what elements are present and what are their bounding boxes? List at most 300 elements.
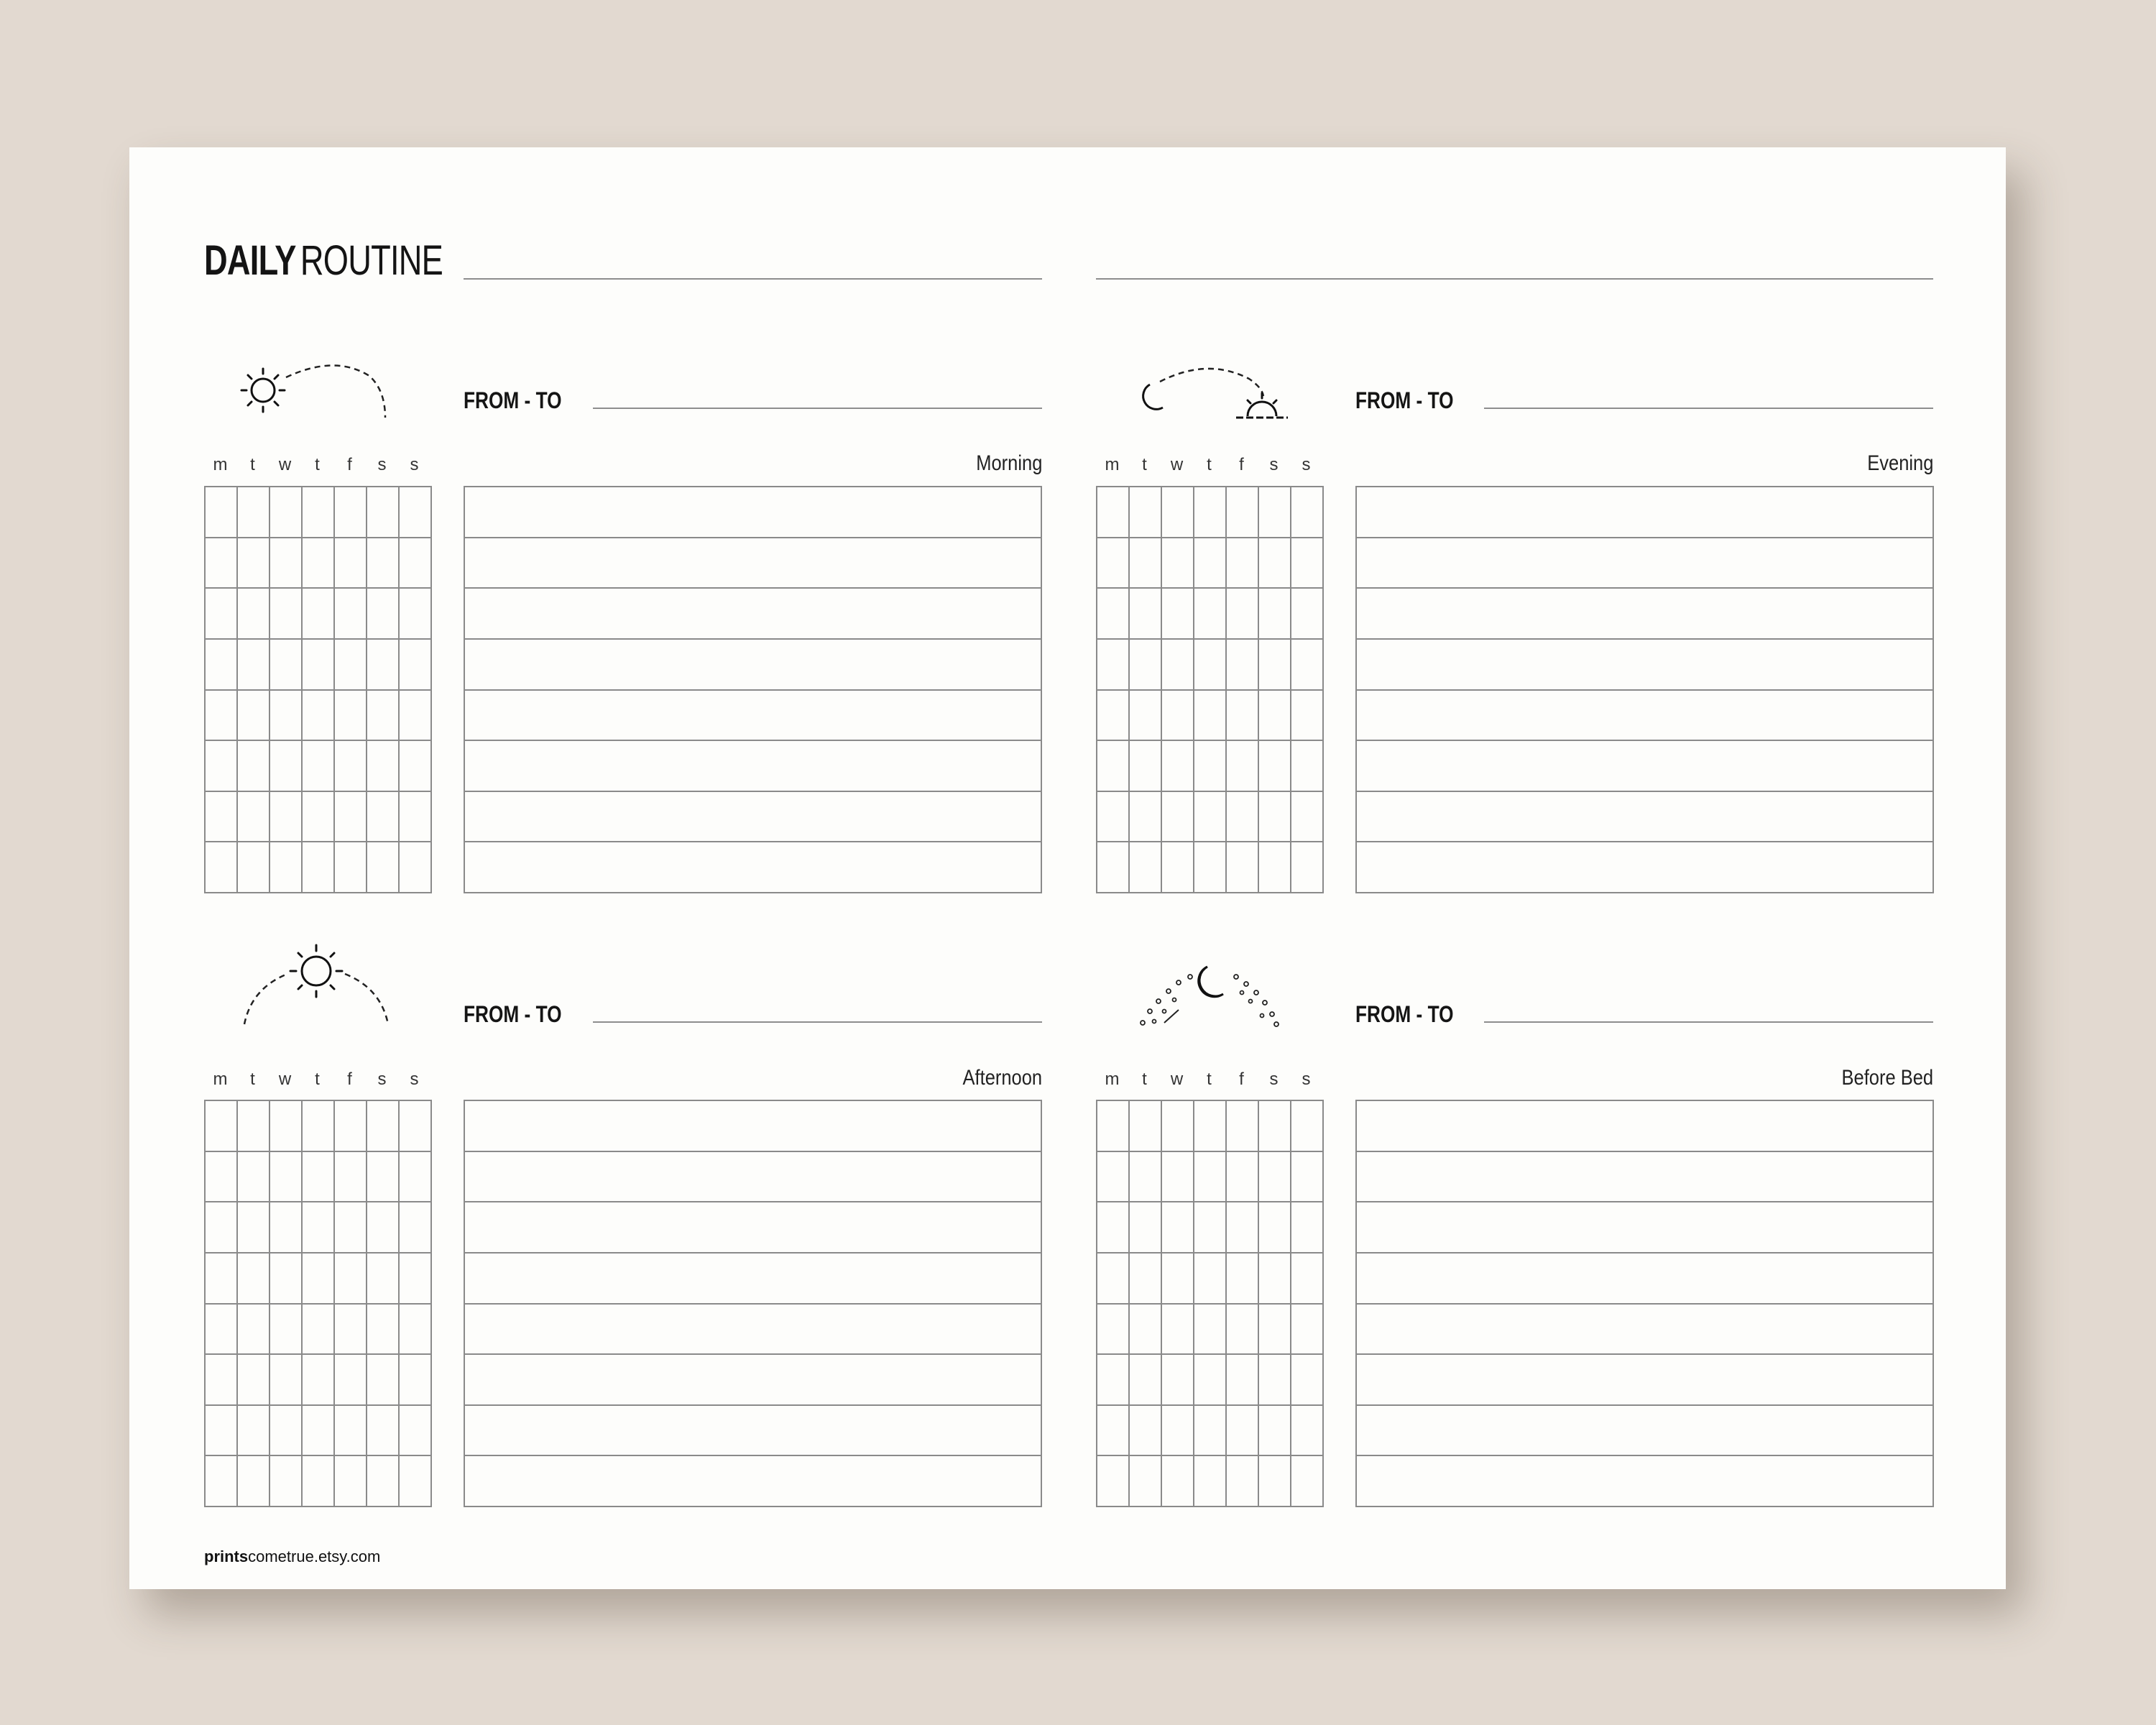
tracker-cell[interactable] xyxy=(1291,487,1324,538)
tracker-cell[interactable] xyxy=(335,640,367,691)
tracker-cell[interactable] xyxy=(1162,1101,1194,1152)
tracker-cell[interactable] xyxy=(303,1355,335,1406)
tracker-cell[interactable] xyxy=(335,1152,367,1203)
day-letter: t xyxy=(250,455,255,474)
tracker-cell[interactable] xyxy=(1259,792,1291,843)
from-to-label: FROM - TO xyxy=(464,1001,562,1027)
tracker-cell[interactable] xyxy=(367,1456,400,1507)
tracker-cell[interactable] xyxy=(1194,1355,1227,1406)
tracker-cell[interactable] xyxy=(206,1456,238,1507)
tracker-cell[interactable] xyxy=(1194,640,1227,691)
habit-tracker-grid[interactable] xyxy=(204,1100,432,1507)
tracker-cell[interactable] xyxy=(270,589,303,640)
tracker-cell[interactable] xyxy=(1259,1254,1291,1305)
tracker-cell[interactable] xyxy=(1194,1254,1227,1305)
tracker-cell[interactable] xyxy=(1194,487,1227,538)
tracker-cell[interactable] xyxy=(1162,1355,1194,1406)
tracker-cell[interactable] xyxy=(1162,842,1194,893)
footer-brand-bold: prints xyxy=(204,1547,249,1565)
tracker-cell[interactable] xyxy=(1227,1152,1259,1203)
tracker-cell[interactable] xyxy=(1097,792,1130,843)
task-line[interactable] xyxy=(1357,1202,1932,1254)
section-label-evening: Evening xyxy=(1866,451,1933,475)
tracker-cell[interactable] xyxy=(400,1406,432,1457)
task-line[interactable] xyxy=(1357,1101,1932,1152)
tracker-cell[interactable] xyxy=(1162,1202,1194,1254)
tracker-cell[interactable] xyxy=(238,1254,270,1305)
task-line[interactable] xyxy=(465,1355,1041,1406)
tracker-cell[interactable] xyxy=(400,691,432,742)
tracker-cell[interactable] xyxy=(1259,1355,1291,1406)
tracker-cell[interactable] xyxy=(1097,1101,1130,1152)
tracker-cell[interactable] xyxy=(1130,842,1162,893)
day-letter: t xyxy=(1207,455,1212,474)
tracker-cell[interactable] xyxy=(367,1101,400,1152)
tracker-cell[interactable] xyxy=(1194,1456,1227,1507)
tracker-cell[interactable] xyxy=(1194,691,1227,742)
tracker-cell[interactable] xyxy=(367,1406,400,1457)
tracker-cell[interactable] xyxy=(400,1305,432,1356)
task-lines-box[interactable] xyxy=(464,1100,1042,1507)
tracker-cell[interactable] xyxy=(1227,1355,1259,1406)
tracker-cell[interactable] xyxy=(335,691,367,742)
tracker-cell[interactable] xyxy=(1097,741,1130,792)
tracker-cell[interactable] xyxy=(303,842,335,893)
tracker-cell[interactable] xyxy=(270,1202,303,1254)
tracker-cell[interactable] xyxy=(1259,487,1291,538)
tracker-cell[interactable] xyxy=(1194,1152,1227,1203)
tracker-cell[interactable] xyxy=(1130,1456,1162,1507)
tracker-cell[interactable] xyxy=(1194,538,1227,589)
tracker-cell[interactable] xyxy=(1130,1406,1162,1457)
tracker-cell[interactable] xyxy=(367,640,400,691)
task-line[interactable] xyxy=(1357,487,1932,538)
day-letter: f xyxy=(1239,455,1244,474)
tracker-cell[interactable] xyxy=(335,1202,367,1254)
task-line[interactable] xyxy=(1357,792,1932,843)
tracker-cell[interactable] xyxy=(238,1101,270,1152)
tracker-cell[interactable] xyxy=(1194,1305,1227,1356)
tracker-cell[interactable] xyxy=(400,487,432,538)
tracker-cell[interactable] xyxy=(400,842,432,893)
tracker-cell[interactable] xyxy=(1130,640,1162,691)
habit-tracker-grid[interactable] xyxy=(1096,486,1324,893)
task-line[interactable] xyxy=(465,1202,1041,1254)
tracker-cell[interactable] xyxy=(206,1101,238,1152)
task-line[interactable] xyxy=(1357,1305,1932,1356)
day-letter: m xyxy=(1105,1070,1120,1089)
tracker-cell[interactable] xyxy=(206,1152,238,1203)
tracker-cell[interactable] xyxy=(367,691,400,742)
section-label-before-bed: Before Bed xyxy=(1841,1066,1933,1090)
tracker-cell[interactable] xyxy=(1259,1101,1291,1152)
tracker-cell[interactable] xyxy=(1097,691,1130,742)
time-range-line[interactable] xyxy=(1484,408,1933,409)
starry-moon-arc-icon xyxy=(1128,952,1294,1035)
tracker-cell[interactable] xyxy=(400,1254,432,1305)
tracker-cell[interactable] xyxy=(238,589,270,640)
tracker-cell[interactable] xyxy=(206,1406,238,1457)
day-letter: w xyxy=(1170,455,1184,474)
tracker-cell[interactable] xyxy=(1227,640,1259,691)
tracker-cell[interactable] xyxy=(367,741,400,792)
tracker-cell[interactable] xyxy=(303,640,335,691)
tracker-cell[interactable] xyxy=(335,842,367,893)
tracker-cell[interactable] xyxy=(1227,1406,1259,1457)
tracker-cell[interactable] xyxy=(335,538,367,589)
task-line[interactable] xyxy=(1357,842,1932,892)
day-letter: s xyxy=(410,1070,419,1089)
tracker-cell[interactable] xyxy=(1291,741,1324,792)
tracker-cell[interactable] xyxy=(1097,640,1130,691)
tracker-cell[interactable] xyxy=(1162,1152,1194,1203)
planner-sheet xyxy=(129,147,2006,1589)
tracker-cell[interactable] xyxy=(1227,1254,1259,1305)
tracker-cell[interactable] xyxy=(1259,691,1291,742)
tracker-cell[interactable] xyxy=(206,1202,238,1254)
tracker-cell[interactable] xyxy=(335,741,367,792)
from-to-label: FROM - TO xyxy=(1355,1001,1454,1027)
task-line[interactable] xyxy=(465,1456,1041,1506)
tracker-cell[interactable] xyxy=(1097,1254,1130,1305)
tracker-cell[interactable] xyxy=(1130,691,1162,742)
tracker-cell[interactable] xyxy=(335,1355,367,1406)
tracker-cell[interactable] xyxy=(1227,792,1259,843)
tracker-cell[interactable] xyxy=(1097,487,1130,538)
tracker-cell[interactable] xyxy=(1291,640,1324,691)
task-line[interactable] xyxy=(1357,1355,1932,1406)
tracker-cell[interactable] xyxy=(1259,589,1291,640)
task-lines-box[interactable] xyxy=(1355,1100,1934,1507)
tracker-cell[interactable] xyxy=(335,1254,367,1305)
task-line[interactable] xyxy=(465,842,1041,892)
tracker-cell[interactable] xyxy=(206,538,238,589)
tracker-cell[interactable] xyxy=(270,1152,303,1203)
tracker-cell[interactable] xyxy=(238,792,270,843)
tracker-cell[interactable] xyxy=(303,589,335,640)
tracker-cell[interactable] xyxy=(1194,1101,1227,1152)
tracker-cell[interactable] xyxy=(303,1101,335,1152)
tracker-cell[interactable] xyxy=(303,1202,335,1254)
tracker-cell[interactable] xyxy=(400,1152,432,1203)
task-line[interactable] xyxy=(1357,640,1932,691)
tracker-cell[interactable] xyxy=(1291,1406,1324,1457)
tracker-cell[interactable] xyxy=(1130,1152,1162,1203)
tracker-cell[interactable] xyxy=(1162,538,1194,589)
tracker-cell[interactable] xyxy=(270,842,303,893)
tracker-cell[interactable] xyxy=(1259,741,1291,792)
day-letter: t xyxy=(1207,1070,1212,1089)
tracker-cell[interactable] xyxy=(1162,640,1194,691)
tracker-cell[interactable] xyxy=(1162,792,1194,843)
title-bold: DAILY xyxy=(204,237,296,284)
tracker-cell[interactable] xyxy=(1194,589,1227,640)
tracker-cell[interactable] xyxy=(1291,1305,1324,1356)
footer-brand-rest: cometrue.etsy.com xyxy=(248,1547,381,1565)
tracker-cell[interactable] xyxy=(1227,1305,1259,1356)
tracker-cell[interactable] xyxy=(206,1355,238,1406)
task-line[interactable] xyxy=(465,741,1041,792)
tracker-cell[interactable] xyxy=(270,741,303,792)
tracker-cell[interactable] xyxy=(1097,1202,1130,1254)
day-letter: m xyxy=(213,455,228,474)
day-letter: w xyxy=(1170,1070,1184,1089)
tracker-cell[interactable] xyxy=(270,1456,303,1507)
tracker-cell[interactable] xyxy=(1259,1152,1291,1203)
tracker-cell[interactable] xyxy=(206,640,238,691)
task-lines-box[interactable] xyxy=(464,486,1042,893)
tracker-cell[interactable] xyxy=(303,1152,335,1203)
task-line[interactable] xyxy=(465,1305,1041,1356)
tracker-cell[interactable] xyxy=(303,1406,335,1457)
tracker-cell[interactable] xyxy=(367,1202,400,1254)
tracker-cell[interactable] xyxy=(1194,1406,1227,1457)
task-line[interactable] xyxy=(465,589,1041,640)
tracker-cell[interactable] xyxy=(1162,741,1194,792)
tracker-cell[interactable] xyxy=(1130,1254,1162,1305)
habit-tracker-grid[interactable] xyxy=(204,486,432,893)
task-line[interactable] xyxy=(1357,538,1932,589)
tracker-cell[interactable] xyxy=(238,691,270,742)
tracker-cell[interactable] xyxy=(1097,538,1130,589)
tracker-cell[interactable] xyxy=(270,691,303,742)
tracker-cell[interactable] xyxy=(367,538,400,589)
tracker-cell[interactable] xyxy=(1097,1456,1130,1507)
time-range-line[interactable] xyxy=(593,1021,1042,1023)
tracker-cell[interactable] xyxy=(1194,1202,1227,1254)
tracker-cell[interactable] xyxy=(1291,1355,1324,1406)
tracker-cell[interactable] xyxy=(1227,1101,1259,1152)
tracker-cell[interactable] xyxy=(270,1254,303,1305)
tracker-cell[interactable] xyxy=(400,640,432,691)
task-line[interactable] xyxy=(1357,589,1932,640)
tracker-cell[interactable] xyxy=(1097,589,1130,640)
tracker-cell[interactable] xyxy=(335,1101,367,1152)
day-letter: t xyxy=(250,1070,255,1089)
tracker-cell[interactable] xyxy=(367,487,400,538)
tracker-cell[interactable] xyxy=(303,487,335,538)
tracker-cell[interactable] xyxy=(1162,589,1194,640)
tracker-cell[interactable] xyxy=(367,1355,400,1406)
task-line[interactable] xyxy=(1357,1254,1932,1305)
tracker-cell[interactable] xyxy=(1130,589,1162,640)
tracker-cell[interactable] xyxy=(335,1305,367,1356)
tracker-cell[interactable] xyxy=(1259,1406,1291,1457)
task-line[interactable] xyxy=(465,640,1041,691)
tracker-cell[interactable] xyxy=(238,640,270,691)
sunrise-arc-icon xyxy=(234,362,421,430)
tracker-cell[interactable] xyxy=(303,1305,335,1356)
tracker-cell[interactable] xyxy=(400,1355,432,1406)
tracker-cell[interactable] xyxy=(270,487,303,538)
tracker-cell[interactable] xyxy=(1162,487,1194,538)
tracker-cell[interactable] xyxy=(303,1254,335,1305)
tracker-cell[interactable] xyxy=(1097,1406,1130,1457)
task-line[interactable] xyxy=(465,792,1041,843)
tracker-cell[interactable] xyxy=(400,1202,432,1254)
tracker-cell[interactable] xyxy=(1291,842,1324,893)
tracker-cell[interactable] xyxy=(238,487,270,538)
tracker-cell[interactable] xyxy=(1130,741,1162,792)
tracker-cell[interactable] xyxy=(1097,1305,1130,1356)
tracker-cell[interactable] xyxy=(335,487,367,538)
tracker-cell[interactable] xyxy=(400,741,432,792)
tracker-cell[interactable] xyxy=(1097,1152,1130,1203)
task-line[interactable] xyxy=(465,1152,1041,1203)
tracker-cell[interactable] xyxy=(1130,1101,1162,1152)
tracker-cell[interactable] xyxy=(1130,487,1162,538)
tracker-cell[interactable] xyxy=(367,589,400,640)
tracker-cell[interactable] xyxy=(1227,487,1259,538)
tracker-cell[interactable] xyxy=(1291,1202,1324,1254)
tracker-cell[interactable] xyxy=(1291,538,1324,589)
tracker-cell[interactable] xyxy=(270,1406,303,1457)
task-line[interactable] xyxy=(465,1406,1041,1457)
tracker-cell[interactable] xyxy=(400,1101,432,1152)
tracker-cell[interactable] xyxy=(1097,842,1130,893)
tracker-cell[interactable] xyxy=(400,589,432,640)
tracker-cell[interactable] xyxy=(238,1355,270,1406)
tracker-cell[interactable] xyxy=(335,1456,367,1507)
tracker-cell[interactable] xyxy=(1227,741,1259,792)
tracker-cell[interactable] xyxy=(367,1254,400,1305)
tracker-cell[interactable] xyxy=(206,691,238,742)
tracker-cell[interactable] xyxy=(238,1152,270,1203)
tracker-cell[interactable] xyxy=(270,792,303,843)
task-line[interactable] xyxy=(465,538,1041,589)
tracker-cell[interactable] xyxy=(367,1152,400,1203)
task-line[interactable] xyxy=(1357,1406,1932,1457)
tracker-cell[interactable] xyxy=(206,1254,238,1305)
tracker-cell[interactable] xyxy=(1291,1101,1324,1152)
tracker-cell[interactable] xyxy=(303,1456,335,1507)
tracker-cell[interactable] xyxy=(270,1305,303,1356)
tracker-cell[interactable] xyxy=(1259,842,1291,893)
tracker-cell[interactable] xyxy=(238,741,270,792)
task-line[interactable] xyxy=(1357,1456,1932,1506)
tracker-cell[interactable] xyxy=(400,792,432,843)
tracker-cell[interactable] xyxy=(1291,1456,1324,1507)
tracker-cell[interactable] xyxy=(335,792,367,843)
tracker-cell[interactable] xyxy=(400,1456,432,1507)
tracker-cell[interactable] xyxy=(1097,1355,1130,1406)
tracker-cell[interactable] xyxy=(1291,1254,1324,1305)
tracker-cell[interactable] xyxy=(1194,792,1227,843)
tracker-cell[interactable] xyxy=(1291,1152,1324,1203)
task-line[interactable] xyxy=(1357,741,1932,792)
day-letter: f xyxy=(347,1070,352,1089)
tracker-cell[interactable] xyxy=(238,1202,270,1254)
tracker-cell[interactable] xyxy=(1162,1254,1194,1305)
tracker-cell[interactable] xyxy=(1259,640,1291,691)
tracker-cell[interactable] xyxy=(1259,538,1291,589)
tracker-cell[interactable] xyxy=(206,741,238,792)
tracker-cell[interactable] xyxy=(1162,1456,1194,1507)
tracker-cell[interactable] xyxy=(1259,1202,1291,1254)
tracker-cell[interactable] xyxy=(1130,792,1162,843)
tracker-cell[interactable] xyxy=(206,1305,238,1356)
day-letter: s xyxy=(1302,455,1311,474)
header-line-right[interactable] xyxy=(1096,278,1933,280)
tracker-cell[interactable] xyxy=(1162,1406,1194,1457)
tracker-cell[interactable] xyxy=(367,1305,400,1356)
tracker-cell[interactable] xyxy=(335,1406,367,1457)
tracker-cell[interactable] xyxy=(206,842,238,893)
footer-brand xyxy=(204,1546,380,1568)
tracker-cell[interactable] xyxy=(303,538,335,589)
tracker-cell[interactable] xyxy=(270,1101,303,1152)
tracker-cell[interactable] xyxy=(1259,1305,1291,1356)
tracker-cell[interactable] xyxy=(303,792,335,843)
tracker-cell[interactable] xyxy=(270,640,303,691)
task-lines-box[interactable] xyxy=(1355,486,1934,893)
tracker-cell[interactable] xyxy=(1194,741,1227,792)
tracker-cell[interactable] xyxy=(270,1355,303,1406)
task-line[interactable] xyxy=(465,1254,1041,1305)
tracker-cell[interactable] xyxy=(1291,691,1324,742)
tracker-cell[interactable] xyxy=(1227,1202,1259,1254)
tracker-cell[interactable] xyxy=(1227,842,1259,893)
tracker-cell[interactable] xyxy=(1227,538,1259,589)
task-line[interactable] xyxy=(465,1101,1041,1152)
day-letter: w xyxy=(278,1070,292,1089)
tracker-cell[interactable] xyxy=(238,1305,270,1356)
day-letter: f xyxy=(347,455,352,474)
day-letter: t xyxy=(315,455,320,474)
header-line-left[interactable] xyxy=(464,278,1042,280)
day-letter: s xyxy=(377,1070,387,1089)
tracker-cell[interactable] xyxy=(1130,1202,1162,1254)
tracker-cell[interactable] xyxy=(1162,691,1194,742)
tracker-cell[interactable] xyxy=(238,1456,270,1507)
tracker-cell[interactable] xyxy=(1291,589,1324,640)
tracker-cell[interactable] xyxy=(303,691,335,742)
tracker-cell[interactable] xyxy=(1194,842,1227,893)
tracker-cell[interactable] xyxy=(1130,538,1162,589)
day-letter: s xyxy=(1302,1070,1311,1089)
time-range-line[interactable] xyxy=(1484,1021,1933,1023)
tracker-cell[interactable] xyxy=(206,487,238,538)
tracker-cell[interactable] xyxy=(1291,792,1324,843)
tracker-cell[interactable] xyxy=(1227,1456,1259,1507)
tracker-cell[interactable] xyxy=(1130,1305,1162,1356)
tracker-cell[interactable] xyxy=(1227,589,1259,640)
tracker-cell[interactable] xyxy=(335,589,367,640)
task-line[interactable] xyxy=(465,487,1041,538)
tracker-cell[interactable] xyxy=(1227,691,1259,742)
tracker-cell[interactable] xyxy=(1130,1355,1162,1406)
task-line[interactable] xyxy=(1357,691,1932,742)
tracker-cell[interactable] xyxy=(206,589,238,640)
tracker-cell[interactable] xyxy=(238,538,270,589)
time-range-line[interactable] xyxy=(593,408,1042,409)
tracker-cell[interactable] xyxy=(1259,1456,1291,1507)
from-to-label: FROM - TO xyxy=(464,387,562,413)
tracker-cell[interactable] xyxy=(400,538,432,589)
task-line[interactable] xyxy=(465,691,1041,742)
tracker-cell[interactable] xyxy=(367,792,400,843)
tracker-cell[interactable] xyxy=(270,538,303,589)
tracker-cell[interactable] xyxy=(238,842,270,893)
habit-tracker-grid[interactable] xyxy=(1096,1100,1324,1507)
tracker-cell[interactable] xyxy=(206,792,238,843)
task-line[interactable] xyxy=(1357,1152,1932,1203)
day-letter: t xyxy=(1142,1070,1147,1089)
tracker-cell[interactable] xyxy=(1162,1305,1194,1356)
tracker-cell[interactable] xyxy=(303,741,335,792)
tracker-cell[interactable] xyxy=(238,1406,270,1457)
tracker-cell[interactable] xyxy=(367,842,400,893)
